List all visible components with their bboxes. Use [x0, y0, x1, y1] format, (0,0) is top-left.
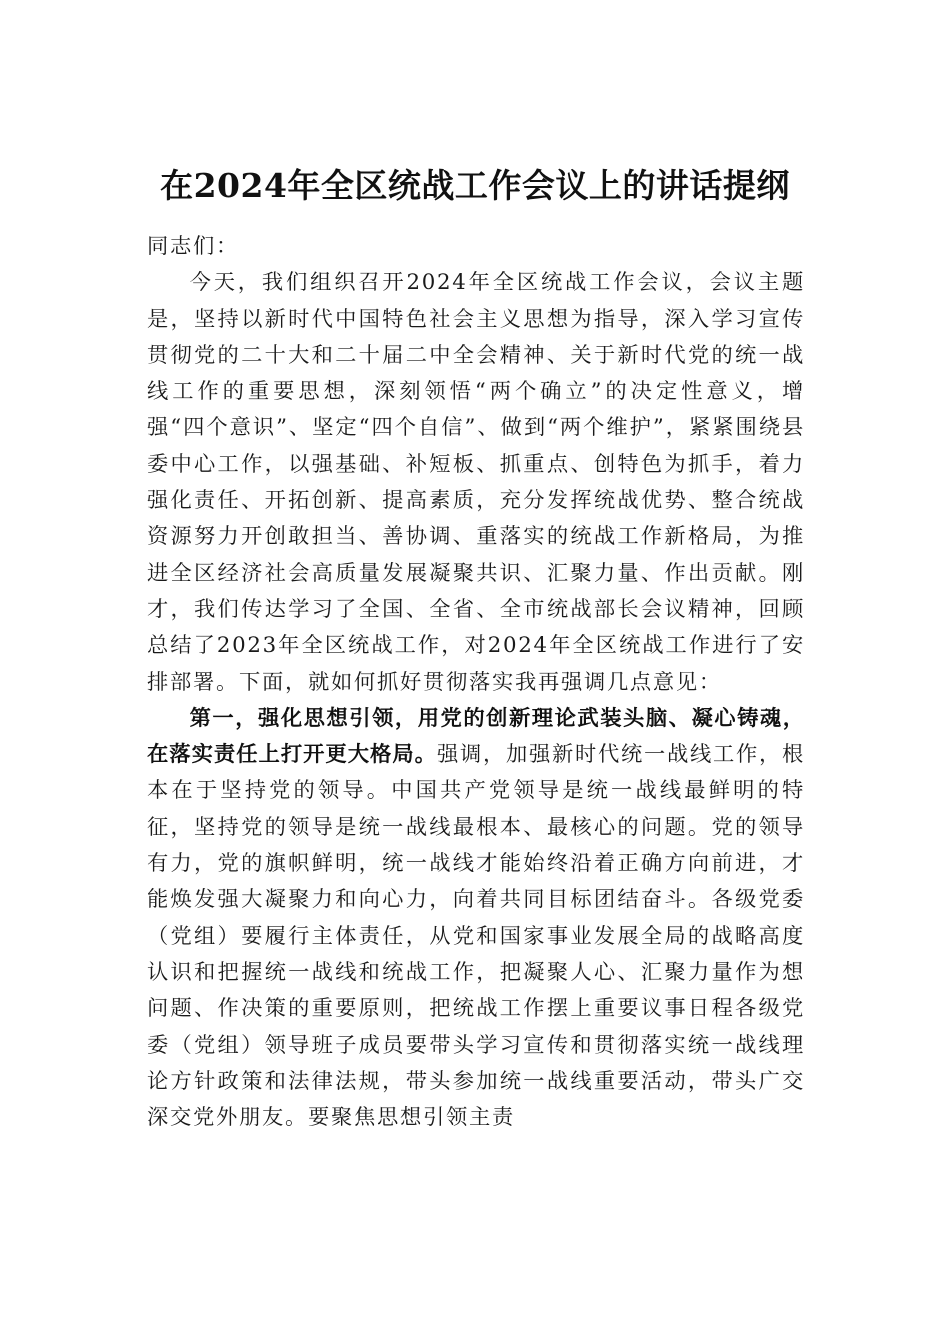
paragraph-first-point-text: 强调，加强新时代统一战线工作，根本在于坚持党的领导。中国共产党领导是统一战线最鲜明的特征，坚持党的领导是统一战线最根本、最核心的问题。党的领导有力，党的旗帜鲜明，统一战线才能始终沿着正确方向前进，才能焕发强大凝聚力和向心力，向着共同目标团结奋斗。各级党委（党组）要履行主体责任，从党和国家事业发展全局的战略高度认识和把握统一战线和统战工作，把凝聚人心、汇聚力量作为想问题、作决策的重要原则，把统战工作摆上重要议事日程各级党委（党组）领导班子成员要带头学习宣传和贯彻落实统一战线理论方针政策和法律法规，带头参加统一战线重要活动，带头广交深交党外朋友。要聚焦思想引领主责: [147, 742, 805, 1131]
salutation: 同志们：: [147, 234, 239, 259]
paragraph-intro: [147, 265, 805, 701]
paragraph-first-point: [147, 701, 805, 1137]
document-body: [147, 229, 805, 1136]
paragraph-intro-text: 今天，我们组织召开2024年全区统战工作会议，会议主题是，坚持以新时代中国特色社会主义思想为指导，深入学习宣传贯彻党的二十大和二十届二中全会精神、关于新时代党的统一战线工作的重要思想，深刻领悟“两个确立”的决定性意义，增强“四个意识”、坚定“四个自信”、做到“两个维护”，紧紧围绕县委中心工作，以强基础、补短板、抓重点、创特色为抓手，着力强化责任、开拓创新、提高素质，充分发挥统战优势、整合统战资源努力开创敢担当、善协调、重落实的统战工作新格局，为推进全区经济社会高质量发展凝聚共识、汇聚力量、作出贡献。刚才，我们传达学习了全国、全省、全市统战部长会议精神，回顾总结了2023年全区统战工作，对2024年全区统战工作进行了安排部署。下面，就如何抓好贯彻落实我再强调几点意见：: [147, 270, 805, 695]
document-title: 在2024年全区统战工作会议上的讲话提纲: [160, 166, 790, 205]
paragraph-lead-heading: 第一，强化思想引领，用党的创新理论武装头脑、凝心铸魂，在落实责任上打开更大格局。: [147, 705, 805, 768]
